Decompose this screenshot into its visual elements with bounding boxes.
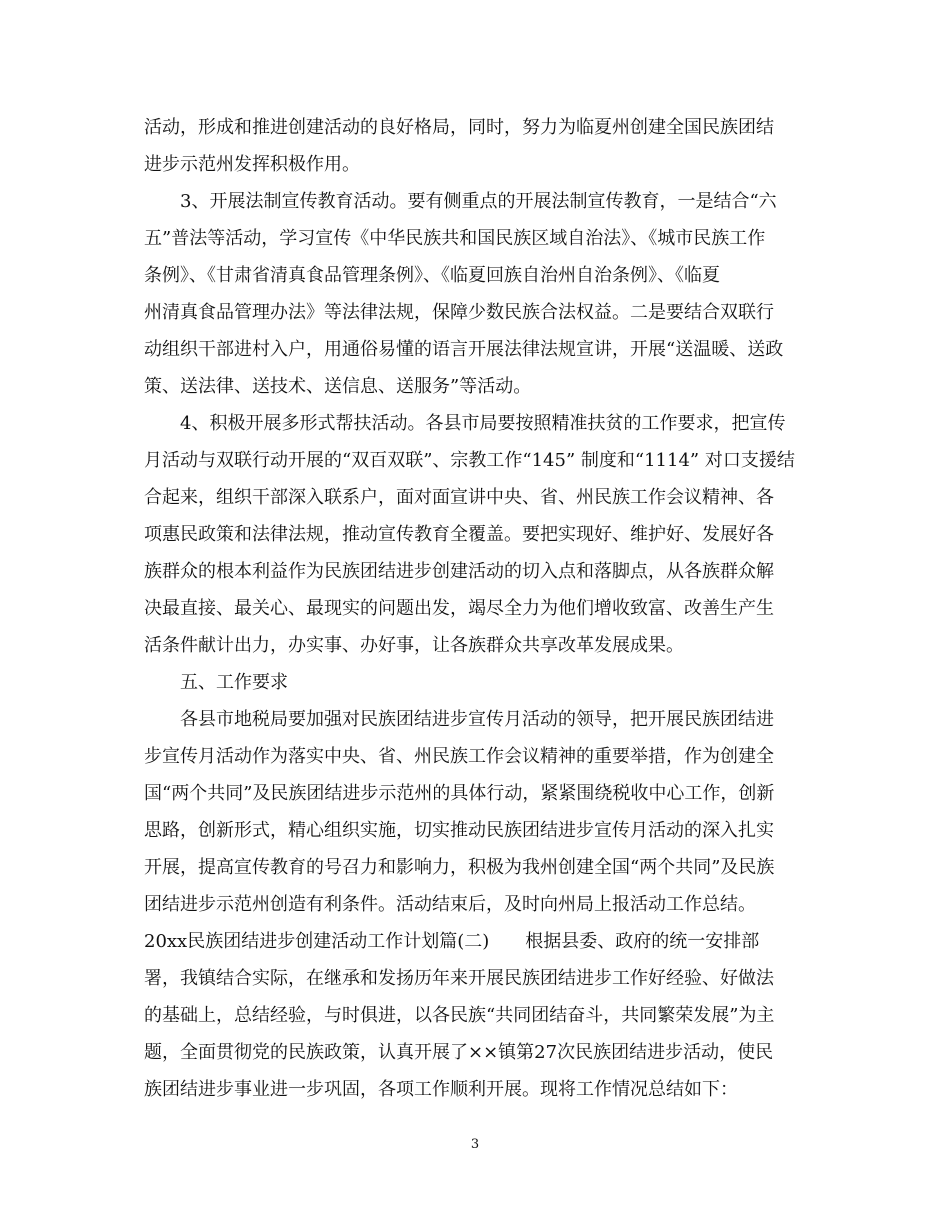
text-line: 的基础上，总结经验，与时俱进，以各民族“共同团结奋斗，共同繁荣发展”为主 <box>144 1005 775 1026</box>
text-line: 开展，提高宣传教育的号召力和影响力，积极为我州创建全国“两个共同”及民族 <box>144 857 775 878</box>
text-line: 五、工作要求 <box>180 672 288 693</box>
text-line: 进步示范州发挥积极作用。 <box>144 154 360 175</box>
text-line: 题，全面贯彻党的民族政策，认真开展了××镇第27次民族团结进步活动，使民 <box>144 1042 774 1063</box>
document-page-body <box>144 109 808 1108</box>
text-line: 署，我镇结合实际，在继承和发扬历年来开展民族团结进步工作好经验、好做法 <box>144 968 774 989</box>
text-line: 州清真食品管理办法》等法律法规，保障少数民族合法权益。二是要结合双联行 <box>144 302 774 323</box>
paragraph-requirements <box>144 701 808 923</box>
text-line: 决最直接、最关心、最现实的问题出发，竭尽全力为他们增收致富、改善生产生 <box>144 598 774 619</box>
text-line: 策、送法律、送技术、送信息、送服务”等活动。 <box>144 376 532 397</box>
text-line: 月活动与双联行动开展的“双百双联”、宗教工作“145” 制度和“1114” 对口支援结 <box>144 450 795 471</box>
text-line: 族团结进步事业进一步巩固，各项工作顺利开展。现将工作情况总结如下： <box>144 1079 738 1100</box>
text-line: 族群众的根本利益作为民族团结进步创建活动的切入点和落脚点，从各族群众解 <box>144 561 774 582</box>
paragraph-plan-part-two <box>144 923 808 1108</box>
text-line: 各县市地税局要加强对民族团结进步宣传月活动的领导，把开展民族团结进 <box>180 709 774 730</box>
paragraph-intro-continuation <box>144 109 808 183</box>
text-line: 国“两个共同”及民族团结进步示范州的具体行动，紧紧围绕税收中心工作，创新 <box>144 783 775 804</box>
page-number: 3 <box>470 1137 480 1152</box>
text-line: 20xx民族团结进步创建活动工作计划篇(二) 根据县委、政府的统一安排部 <box>144 931 760 952</box>
text-line: 思路，创新形式，精心组织实施，切实推动民族团结进步宣传月活动的深入扎实 <box>144 820 774 841</box>
text-line: 活动，形成和推进创建活动的良好格局，同时，努力为临夏州创建全国民族团结 <box>144 117 774 138</box>
text-line: 动组织干部进村入户，用通俗易懂的语言开展法律法规宣讲，开展“送温暖、送政 <box>144 339 784 360</box>
text-line: 项惠民政策和法律法规，推动宣传教育全覆盖。要把实现好、维护好、发展好各 <box>144 524 774 545</box>
text-line: 五”普法等活动，学习宣传《中华民族共和国民族区域自治法》、《城市民族工作 <box>144 228 766 249</box>
section-heading-work-requirements <box>144 664 808 701</box>
text-line: 团结进步示范州创造有利条件。活动结束后，及时向州局上报活动工作总结。 <box>144 894 756 915</box>
text-line: 步宣传月活动作为落实中央、省、州民族工作会议精神的重要举措，作为创建全 <box>144 746 774 767</box>
text-line: 活条件献计出力，办实事、办好事，让各族群众共享改革发展成果。 <box>144 635 684 656</box>
text-line: 条例》、《甘肃省清真食品管理条例》、《临夏回族自治州自治条例》、《临夏 <box>144 265 720 286</box>
paragraph-item-3 <box>144 183 808 405</box>
paragraph-item-4 <box>144 405 808 664</box>
text-line: 合起来，组织干部深入联系户，面对面宣讲中央、省、州民族工作会议精神、各 <box>144 487 774 508</box>
text-line: 3、开展法制宣传教育活动。要有侧重点的开展法制宣传教育，一是结合“六 <box>180 191 777 212</box>
text-line: 4、积极开展多形式帮扶活动。各县市局要按照精准扶贫的工作要求，把宣传 <box>180 413 786 434</box>
